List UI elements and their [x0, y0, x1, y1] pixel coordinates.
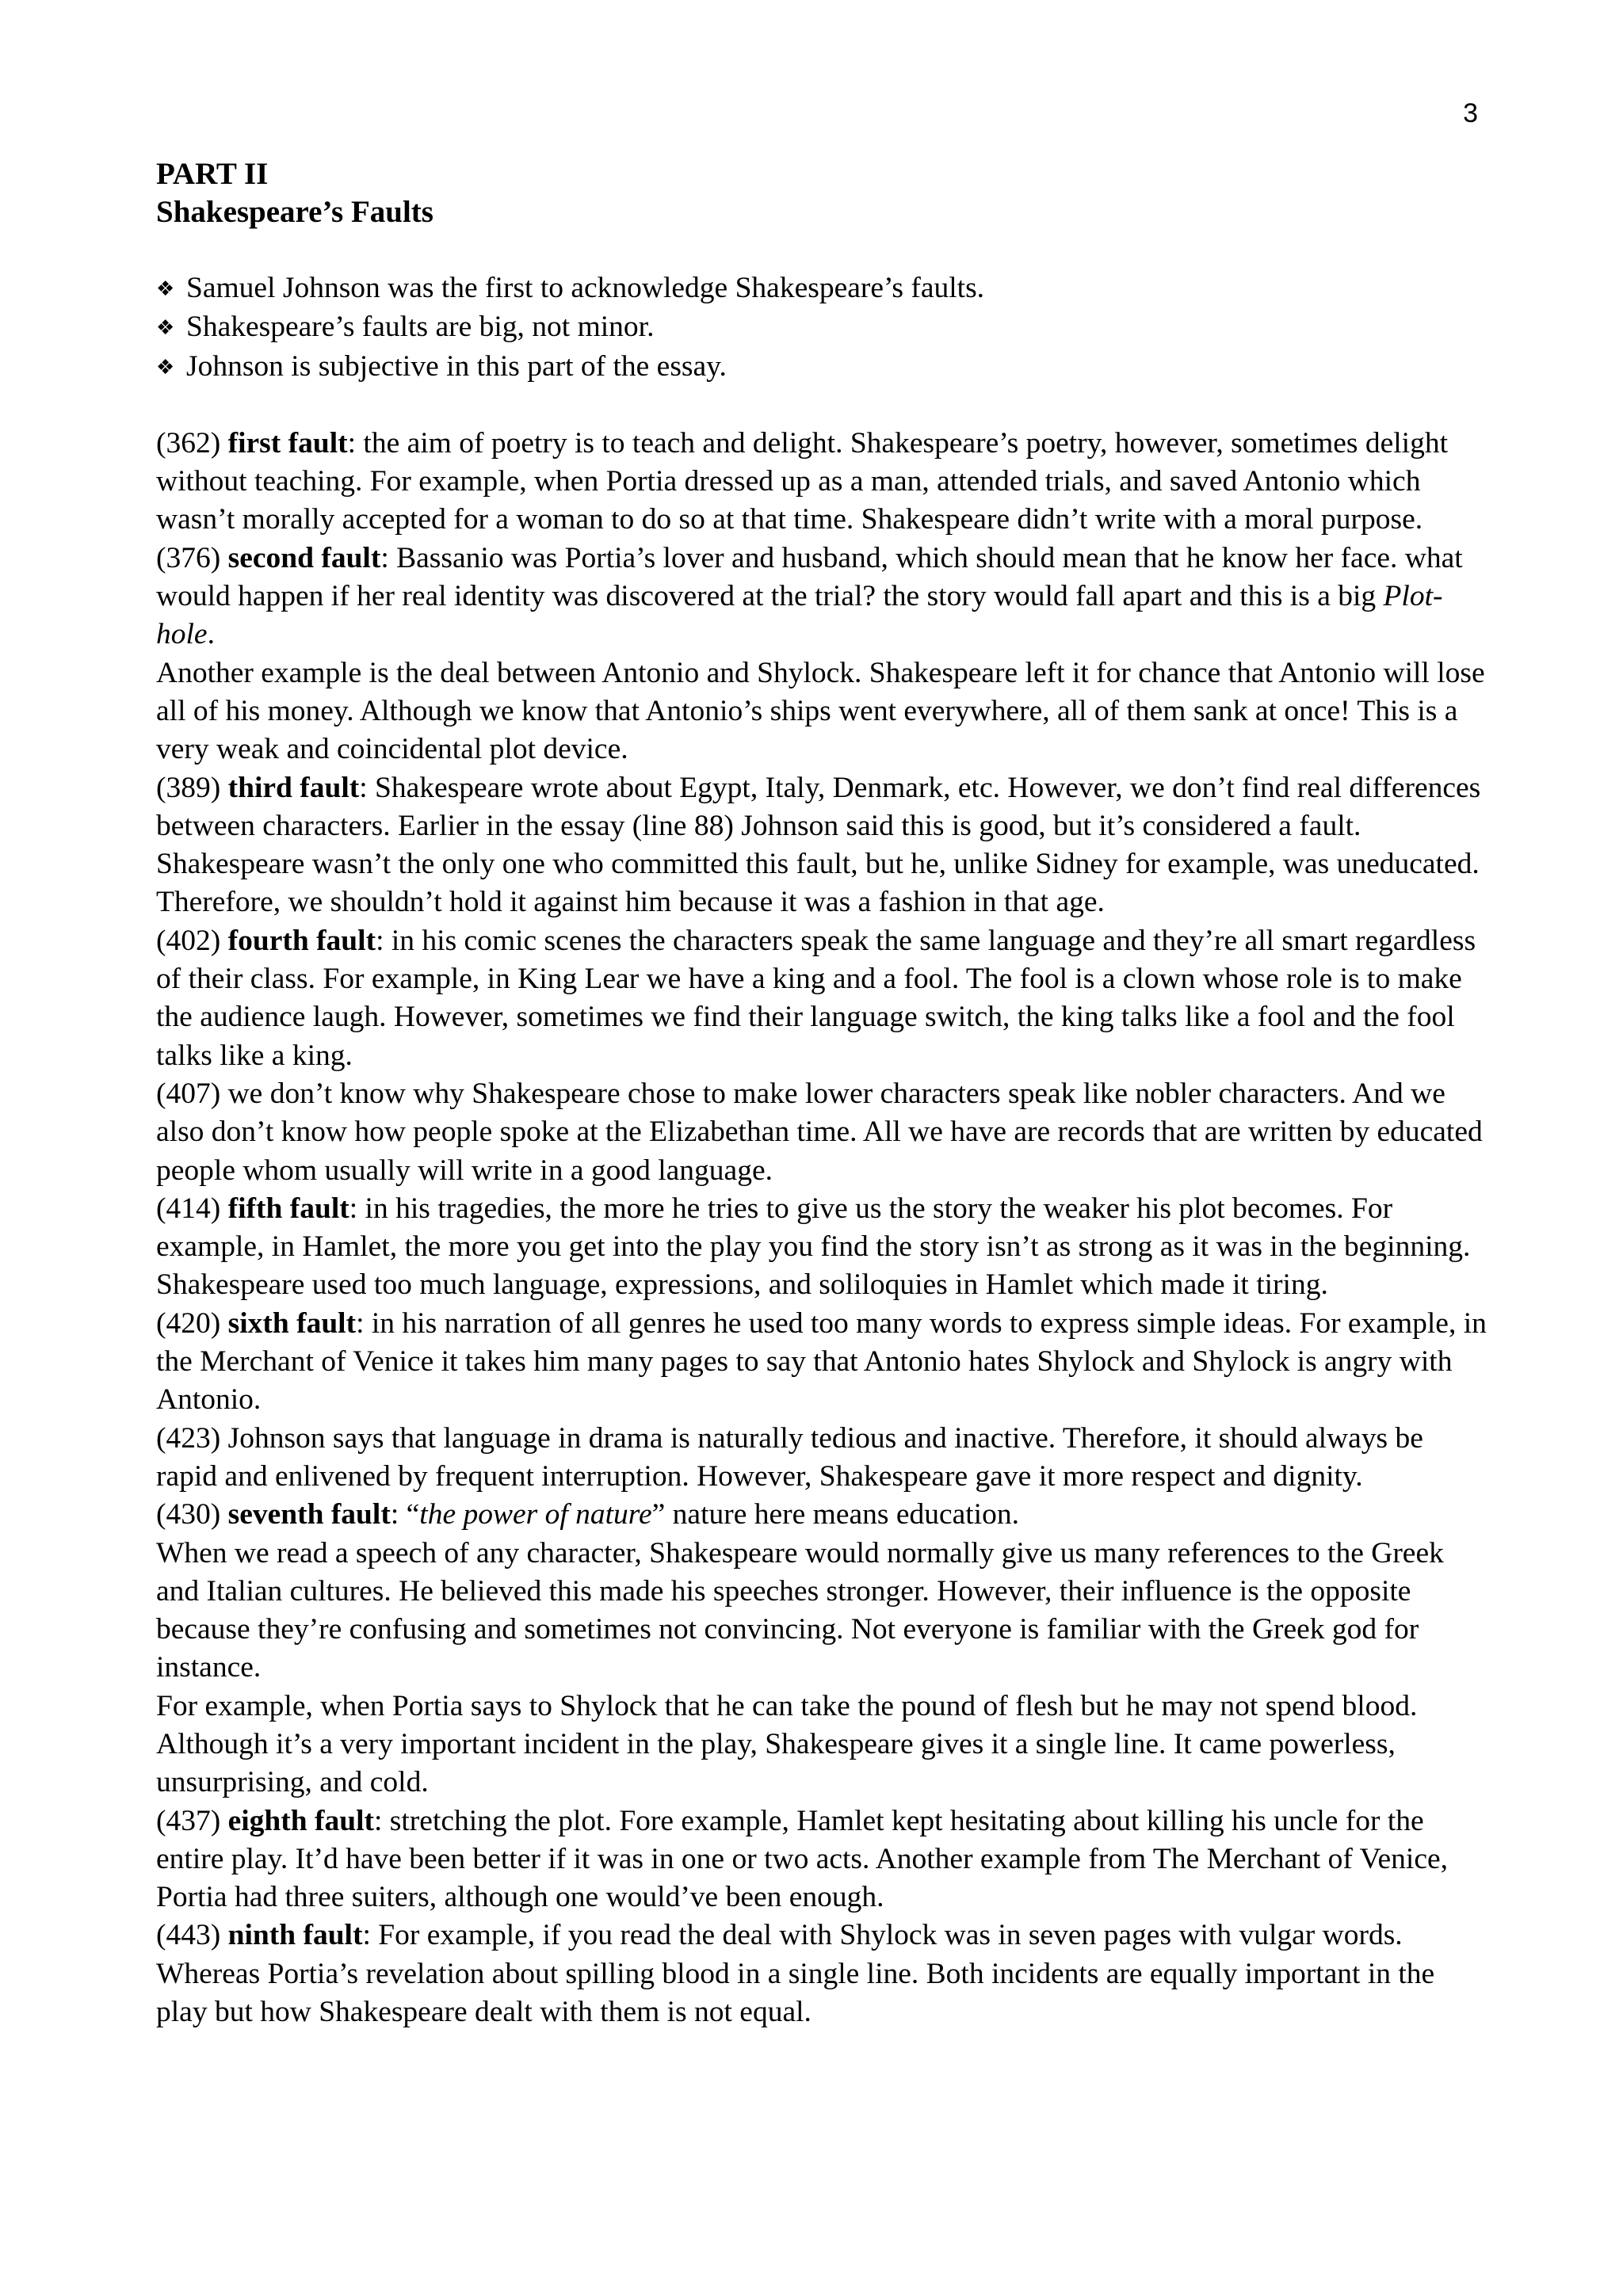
paragraph-third-fault: (389) third fault: Shakespeare wrote about Egypt, Italy, Denmark, etc. However, we don’t find real differences between characters. Earlier in the essay (line 88) Johnson said this is good, but it’s considered a fault. Shakespeare wasn’t the only one who committed this fault, but he, unlike Sidney for example, was uneducated. Therefore, we shouldn’t hold it against him because it was a fashion in that age. — [156, 771, 1481, 919]
bullet-item: ❖ Johnson is subjective in this part of the essay. — [156, 348, 1487, 387]
diamond-bullet-icon: ❖ — [156, 277, 175, 301]
bullet-item: ❖ Shakespeare’s faults are big, not minor. — [156, 308, 1487, 347]
paragraph-fourth-fault: (402) fourth fault: in his comic scenes the characters speak the same language and they’re all smart regardless of their class. For example, in King Lear we have a king and a fool. The fool is a clown whose role is to make the audience laugh. However, sometimes we find their language switch, the king talks like a fool and the fool talks like a king. — [156, 924, 1476, 1072]
diamond-bullet-icon: ❖ — [156, 316, 175, 341]
paragraph-ninth-fault: (443) ninth fault: For example, if you read the deal with Shylock was in seven pages with vulgar words. Whereas Portia’s revelation about spilling blood in a single line. Both incidents are equally important in the play but how Shakespeare dealt with them is not equal. — [156, 1919, 1435, 2029]
bullet-item: ❖ Samuel Johnson was the first to acknowledge Shakespeare’s faults. — [156, 269, 1487, 308]
diamond-bullet-icon: ❖ — [156, 355, 175, 379]
document-body — [156, 155, 1487, 2031]
paragraph-speech-references: When we read a speech of any character, Shakespeare would normally give us many references to the Greek and Italian cultures. He believed this made his speeches stronger. However, their influence is the opposite because they’re confusing and sometimes not convincing. Not everyone is familiar with the Greek god for instance. — [156, 1536, 1444, 1684]
bullet-list — [156, 269, 1487, 387]
paragraph-eighth-fault: (437) eighth fault: stretching the plot. Fore example, Hamlet kept hesitating about killing his uncle for the entire play. It’d have been better if it was in one or two acts. Another example from The Merchant of Venice, Portia had three suiters, although one would’ve been enough. — [156, 1804, 1448, 1914]
paragraph-portia-example: For example, when Portia says to Shylock that he can take the pound of flesh but he may not spend blood. Although it’s a very important incident in the play, Shakespeare gives it a single line. It came powerless, unsurprising, and cold. — [156, 1689, 1418, 1799]
paragraph-second-fault: (376) second fault: Bassanio was Portia’s lover and husband, which should mean that he know her face. what would happen if her real identity was discovered at the trial? the story would fall apart and this is a big Plot-hole. — [156, 541, 1463, 651]
page-number: 3 — [1463, 98, 1478, 128]
paragraph-sixth-fault: (420) sixth fault: in his narration of all genres he used too many words to express simple ideas. For example, in the Merchant of Venice it takes him many pages to say that Antonio hates Shylock and Shylock is angry with Antonio. — [156, 1306, 1487, 1417]
paragraph-423: (423) Johnson says that language in drama is naturally tedious and inactive. Therefore, it should always be rapid and enlivened by frequent interruption. However, Shakespeare gave it more respect and dignity. — [156, 1421, 1423, 1493]
paragraph-another-example: Another example is the deal between Antonio and Shylock. Shakespeare left it for chance that Antonio will lose all of his money. Although we know that Antonio’s ships went everywhere, all of them sank at once! This is a very weak and coincidental plot device. — [156, 656, 1485, 766]
paragraph-407: (407) we don’t know why Shakespeare chose to make lower characters speak like nobler characters. And we also don’t know how people spoke at the Elizabethan time. All we have are records that are written by educated people whom usually will write in a good language. — [156, 1077, 1483, 1187]
paragraph-seventh-fault: (430) seventh fault: “the power of nature” nature here means education. — [156, 1498, 1019, 1531]
paragraph-first-fault: (362) first fault: the aim of poetry is to teach and delight. Shakespeare’s poetry, however, sometimes delight without teaching. For example, when Portia dressed up as a man, attended trials, and saved Antonio which wasn’t morally accepted for a woman to do so at that time. Shakespeare didn’t write with a moral purpose. — [156, 426, 1449, 536]
section-title: Shakespeare’s Faults — [156, 195, 433, 229]
part-title: PART II — [156, 157, 269, 191]
paragraph-fifth-fault: (414) fifth fault: in his tragedies, the more he tries to give us the story the weaker his plot becomes. For example, in Hamlet, the more you get into the play you find the story isn’t as strong as it was in the beginning. Shakespeare used too much language, expressions, and soliloquies in Hamlet which made it tiring. — [156, 1192, 1471, 1302]
